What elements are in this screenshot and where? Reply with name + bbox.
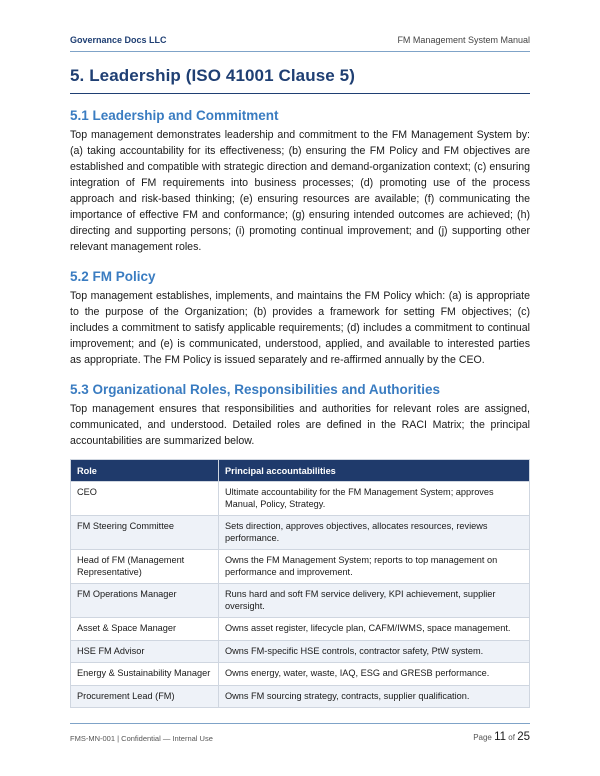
- role-cell: Asset & Space Manager: [71, 618, 219, 641]
- role-cell: Procurement Lead (FM): [71, 685, 219, 708]
- document-id: FMS-MN-001: [70, 734, 116, 743]
- role-cell: CEO: [71, 482, 219, 516]
- role-cell: FM Operations Manager: [71, 584, 219, 618]
- classification-label: Confidential — Internal Use: [121, 734, 213, 743]
- role-cell: Head of FM (Management Representative): [71, 550, 219, 584]
- role-cell: Energy & Sustainability Manager: [71, 663, 219, 686]
- accountability-cell: Owns FM sourcing strategy, contracts, supplier qualification.: [219, 685, 530, 708]
- page-label: Page: [473, 733, 492, 742]
- accountability-cell: Owns FM-specific HSE controls, contractor safety, PtW system.: [219, 640, 530, 663]
- table-row: [71, 482, 530, 516]
- table-header-row: [71, 460, 530, 482]
- accountability-cell: Owns energy, water, waste, IAQ, ESG and GRESB performance.: [219, 663, 530, 686]
- table-row: [71, 685, 530, 708]
- section-body: Top management ensures that responsibilities and authorities for relevant roles are assigned, communicated, and understood. Detailed roles are defined in the RACI Matrix; the principal accountabilities are summarized below.: [70, 403, 530, 447]
- column-header-role: Role: [71, 460, 219, 482]
- page-number: [473, 725, 530, 743]
- table-row: [71, 618, 530, 641]
- total-pages: 25: [517, 731, 530, 743]
- document-title: FM Management System Manual: [397, 35, 530, 45]
- page-footer: [70, 723, 530, 743]
- role-cell: HSE FM Advisor: [71, 640, 219, 663]
- table-row: [71, 516, 530, 550]
- column-header-accountabilities: Principal accountabilities: [219, 460, 530, 482]
- roles-table: [70, 459, 530, 708]
- section-5-3: [70, 382, 530, 449]
- accountability-cell: Ultimate accountability for the FM Management System; approves Manual, Policy, Strategy.: [219, 482, 530, 516]
- current-page: 11: [494, 731, 507, 743]
- section-heading: 5.1 Leadership and Commitment: [70, 108, 279, 123]
- footer-separator: |: [117, 734, 120, 743]
- table-row: [71, 663, 530, 686]
- section-heading: 5.3 Organizational Roles, Responsibilities and Authorities: [70, 382, 441, 397]
- section-5-2: [70, 269, 530, 368]
- page-of-label: of: [508, 733, 515, 742]
- footer-doc-info: [70, 726, 213, 743]
- accountability-cell: Owns asset register, lifecycle plan, CAFM/IWMS, space management.: [219, 618, 530, 641]
- chapter-title: 5. Leadership (ISO 41001 Clause 5): [70, 66, 530, 94]
- page-header: [70, 30, 530, 52]
- table-row: [71, 584, 530, 618]
- page-content: [70, 66, 530, 708]
- accountability-cell: Runs hard and soft FM service delivery, KPI achievement, supplier oversight.: [219, 584, 530, 618]
- role-cell: FM Steering Committee: [71, 516, 219, 550]
- section-5-1: [70, 108, 530, 255]
- section-body: Top management demonstrates leadership and commitment to the FM Management System by: (a) taking accountability for its effectiveness; (b) ensuring the FM Policy and FM objectives are established and compatible with strategic direction and demand-organization context; (c) ensuring integration of FM requirements into business processes; (d) promoting use of the process approach and risk-based thinking; (e) ensuring resources are available; (f) communicating the importance of effective FM and conformance; (g) ensuring intended outcomes are achieved; (h) directing and supporting persons; (i) promoting continual improvement; and (j) supporting other relevant management roles.: [70, 129, 530, 253]
- accountability-cell: Sets direction, approves objectives, allocates resources, reviews performance.: [219, 516, 530, 550]
- company-name: Governance Docs LLC: [70, 35, 167, 45]
- accountability-cell: Owns the FM Management System; reports to top management on performance and improvement.: [219, 550, 530, 584]
- section-body: Top management establishes, implements, and maintains the FM Policy which: (a) is appropriate to the purpose of the Organization; (b) provides a framework for setting FM objectives; (c) includes a commitment to satisfy applicable requirements; (d) includes a commitment to continual improvement; and (e) is communicated, understood, applied, and available to interested parties as appropriate. The FM Policy is issued separately and re-affirmed annually by the CEO.: [70, 290, 530, 366]
- table-row: [71, 640, 530, 663]
- section-heading: 5.2 FM Policy: [70, 269, 156, 284]
- table-row: [71, 550, 530, 584]
